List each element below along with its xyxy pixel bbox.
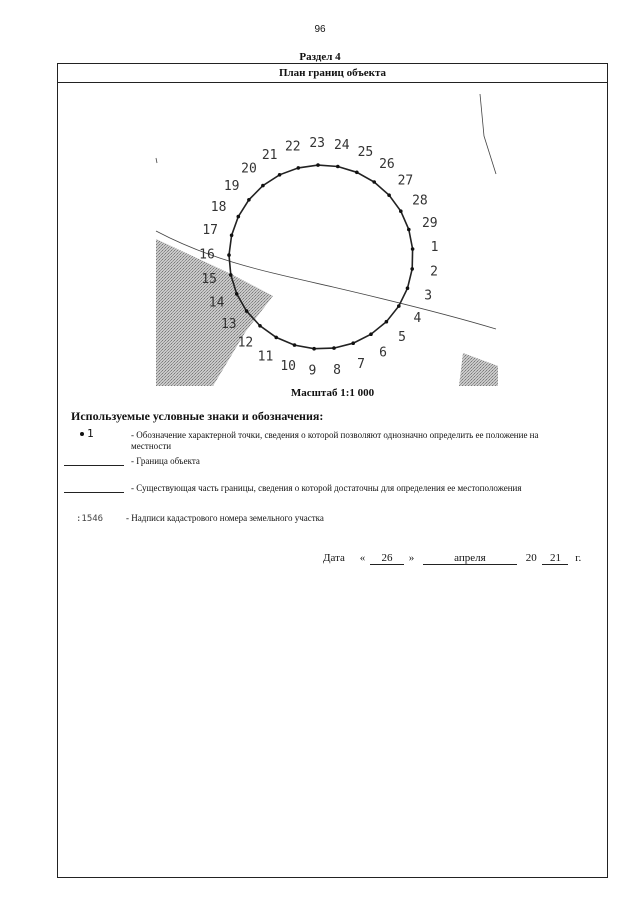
legend-text-boundary: - Граница объекта <box>131 456 200 466</box>
point-label: 15 <box>201 272 218 288</box>
boundary-point <box>230 234 234 238</box>
legend-text-existing-boundary: - Существующая часть границы, сведения о которой достаточны для определения ее местоположения <box>131 483 522 493</box>
point-label: 29 <box>421 215 438 231</box>
boundary-point <box>385 320 389 324</box>
boundary-point <box>332 346 336 350</box>
point-label: 3 <box>424 288 433 304</box>
date-year-prefix: 20 <box>525 552 537 564</box>
boundary-point <box>410 267 414 271</box>
scale-label: Масштаб 1:1 000 <box>290 387 375 399</box>
legend-text-cadastral: - Надписи кадастрового номера земельного участка <box>126 513 324 523</box>
boundary-point <box>247 198 251 202</box>
boundary-point <box>235 292 239 296</box>
date-day: 26 <box>370 552 404 565</box>
boundary-point <box>245 309 249 313</box>
boundary-point <box>397 304 401 308</box>
boundary-point <box>229 273 233 277</box>
point-label: 11 <box>257 349 274 365</box>
boundary-point <box>274 336 278 340</box>
boundary-point <box>387 193 391 197</box>
boundary-point <box>399 209 403 213</box>
boundary-point <box>316 163 320 167</box>
boundary-point <box>411 247 415 251</box>
point-label: 20 <box>241 161 257 177</box>
cadastral-symbol: :1546 <box>76 514 104 524</box>
point-label: 14 <box>208 295 225 311</box>
boundary-points <box>227 163 414 350</box>
page-number: 96 <box>314 24 326 35</box>
boundary-point <box>297 166 301 170</box>
legend-text-point: - Обозначение характерной точки, сведения о которой позволяют однозначно определить ее положение на местности <box>131 430 539 451</box>
point-label: 2 <box>430 264 438 280</box>
point-label: 24 <box>333 137 350 153</box>
boundary-point <box>372 180 376 184</box>
point-label: 7 <box>357 356 365 372</box>
point-label: 26 <box>379 157 395 172</box>
point-label: 22 <box>284 139 301 155</box>
point-label: 6 <box>379 345 387 361</box>
point-label: 25 <box>357 145 374 160</box>
date-year-suffix: 21 <box>542 552 568 565</box>
point-label: 4 <box>413 310 422 326</box>
point-label: 17 <box>202 223 219 239</box>
date-row <box>323 552 581 565</box>
date-label: Дата <box>323 552 345 564</box>
section-title: Раздел 4 <box>299 51 341 63</box>
point-label: 8 <box>333 362 342 378</box>
date-open-quote: « <box>359 552 366 564</box>
boundary-point <box>407 228 411 232</box>
point-label: 12 <box>237 335 254 351</box>
point-label: 5 <box>398 330 407 346</box>
legend-title: Используемые условные знаки и обозначения: <box>71 409 324 423</box>
point-label: 27 <box>397 173 414 189</box>
small-mark <box>156 158 157 163</box>
boundary-plan <box>153 91 498 386</box>
boundary-point <box>293 343 297 347</box>
boundary-point <box>312 347 316 351</box>
boundary-point <box>369 332 373 336</box>
point-label: 18 <box>210 200 227 215</box>
point-label: 21 <box>261 148 278 164</box>
boundary-point <box>336 165 340 169</box>
boundary-point <box>406 286 410 290</box>
date-close-quote: » <box>408 552 415 564</box>
boundary-point <box>351 341 355 345</box>
neighbor-parcel-right <box>459 353 498 386</box>
point-label: 23 <box>309 136 326 152</box>
point-label: 13 <box>220 317 237 333</box>
boundary-point <box>227 253 231 257</box>
existing-line-upper <box>480 94 496 174</box>
boundary-point <box>237 215 241 219</box>
date-month: апреля <box>423 552 517 565</box>
date-year-unit: г. <box>575 552 582 564</box>
existing-boundary-symbol <box>64 492 124 493</box>
document-frame <box>57 63 608 878</box>
boundary-point <box>261 184 265 188</box>
boundary-line-symbol <box>64 465 124 466</box>
boundary-point <box>278 173 282 177</box>
point-label: 9 <box>308 363 317 379</box>
point-label: 28 <box>412 193 428 209</box>
point-label: 19 <box>223 179 240 195</box>
boundary-point <box>355 171 359 175</box>
point-label: 10 <box>280 359 297 375</box>
point-label: 16 <box>199 247 215 263</box>
frame-header: План границ объекта <box>58 64 607 83</box>
boundary-point <box>258 324 262 328</box>
point-symbol: 1 <box>80 428 94 439</box>
point-label: 1 <box>430 240 439 256</box>
